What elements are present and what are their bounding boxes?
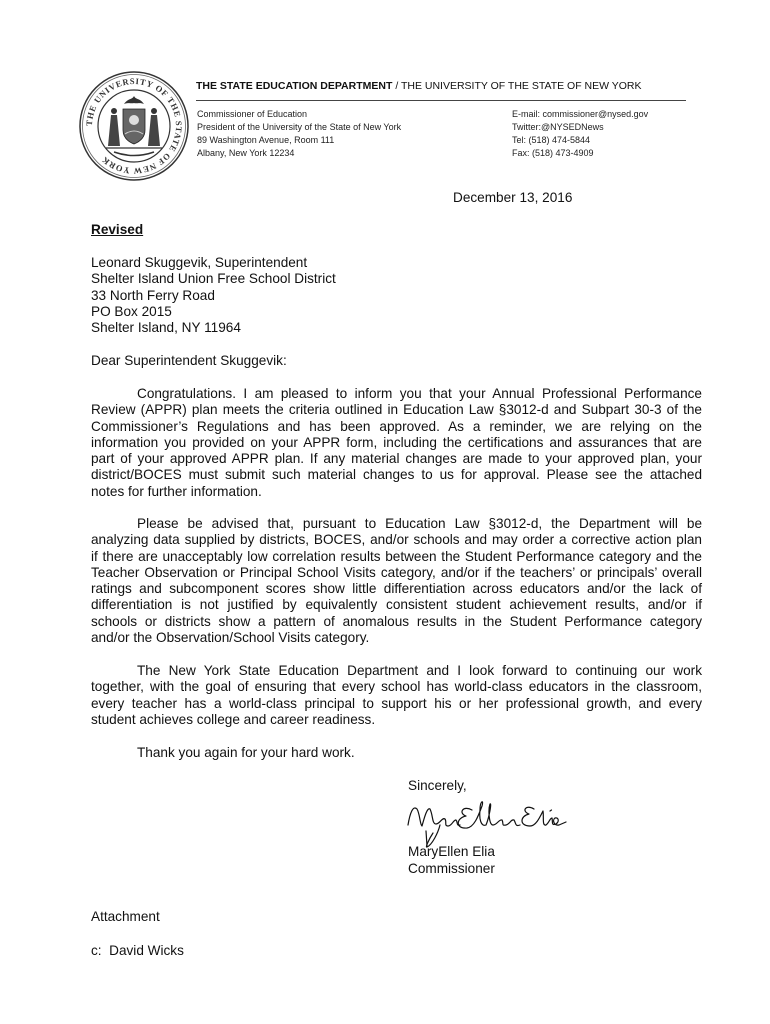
paragraph-line: analyzing data supplied by districts, BOCES, and/or schools and may order a corrective action plan <box>91 532 702 548</box>
paragraph-advisement <box>91 516 702 646</box>
sign-off: Sincerely, <box>408 778 467 793</box>
paragraph-line: Teacher Observation or Principal School Visits category, and/or if the teachers’ or principals’ overall <box>91 564 702 580</box>
paragraph-line: together, with the goal of ensuring that every school has world-class educators in the classroom, <box>91 679 702 695</box>
closing-line: Thank you again for your hard work. <box>137 745 355 760</box>
paragraph-line: information you provided on your APPR form, including the certifications and assurances that are <box>91 434 702 450</box>
address-line: Shelter Island Union Free School District <box>91 271 336 287</box>
paragraph-line: Congratulations. I am pleased to inform you that your Annual Professional Performance <box>137 386 702 401</box>
office-line: 89 Washington Avenue, Room 111 <box>197 135 335 145</box>
office-line: Albany, New York 12234 <box>197 148 295 158</box>
university-name: / THE UNIVERSITY OF THE STATE OF NEW YORK <box>395 80 642 92</box>
contact-fax: Fax: (518) 473-4909 <box>512 148 594 158</box>
paragraph-line: Please be advised that, pursuant to Education Law §3012-d, the Department will be <box>137 516 702 531</box>
address-line: 33 North Ferry Road <box>91 287 215 303</box>
office-line: President of the University of the State of New York <box>197 122 402 132</box>
revised-label: Revised <box>91 222 144 237</box>
paragraph-line: student achieves college and career readiness. <box>91 711 376 727</box>
office-line: Commissioner of Education <box>197 109 308 119</box>
paragraph-line: and/or the Observation/School Visits category. <box>91 630 370 646</box>
paragraph-line: district/BOCES must submit such material changes to us for approval. Please see the attached <box>91 467 702 483</box>
paragraph-collaboration <box>91 663 702 728</box>
contact-phone: Tel: (518) 474-5844 <box>512 135 591 145</box>
address-line: Shelter Island, NY 11964 <box>91 320 241 336</box>
address-line: Leonard Skuggevik, Superintendent <box>91 255 308 270</box>
letterhead-office-block <box>197 108 401 160</box>
paragraph-line: schools or districts show a pattern of anomalous results in the Student Performance category <box>91 613 702 629</box>
cc-line: c: David Wicks <box>91 943 184 958</box>
paragraph-approval <box>91 386 702 500</box>
seal-emblem <box>106 96 162 156</box>
paragraph-line: differentiation is not justified by equivalently consistent student achievement results, and/or if <box>91 597 702 613</box>
paragraph-line: ratings and subcomponent scores show little differentiation across educators and/or the lack of <box>91 581 702 597</box>
address-line: PO Box 2015 <box>91 303 172 319</box>
attachment-note: Attachment <box>91 909 160 924</box>
paragraph-line: Review (APPR) plan meets the criteria outlined in Education Law §3012-d and Subpart 30-3 of the <box>91 402 702 418</box>
recipient-address <box>91 255 336 336</box>
letterhead-rule <box>196 100 686 101</box>
university-seal <box>78 70 190 182</box>
letter-date: December 13, 2016 <box>453 190 573 205</box>
letterhead-title <box>196 80 642 93</box>
seal-text: THE UNIVERSITY OF THE STATE OF NEW YORK <box>83 75 185 177</box>
paragraph-line: notes for further information. <box>91 483 262 499</box>
paragraph-line: if there are unacceptably low correlation results between the Student Performance category and the <box>91 548 702 564</box>
salutation: Dear Superintendent Skuggevik: <box>91 353 287 368</box>
letterhead-contact-block <box>512 108 648 160</box>
signer-name: MaryEllen Elia <box>408 844 495 859</box>
contact-email: E-mail: commissioner@nysed.gov <box>512 109 649 119</box>
contact-twitter: Twitter:@NYSEDNews <box>512 122 604 132</box>
paragraph-line: every teacher has a world-class principal to support his or her professional growth, and every <box>91 695 702 711</box>
signer-title: Commissioner <box>408 861 495 876</box>
paragraph-line: The New York State Education Department and I look forward to continuing our work <box>137 663 702 678</box>
paragraph-line: part of your approved APPR plan. If any material changes are made to your approved plan, your <box>91 451 702 467</box>
department-name: THE STATE EDUCATION DEPARTMENT <box>196 80 393 92</box>
paragraph-line: Commissioner’s Regulations and has been approved. As a reminder, we are relying on the <box>91 418 702 434</box>
